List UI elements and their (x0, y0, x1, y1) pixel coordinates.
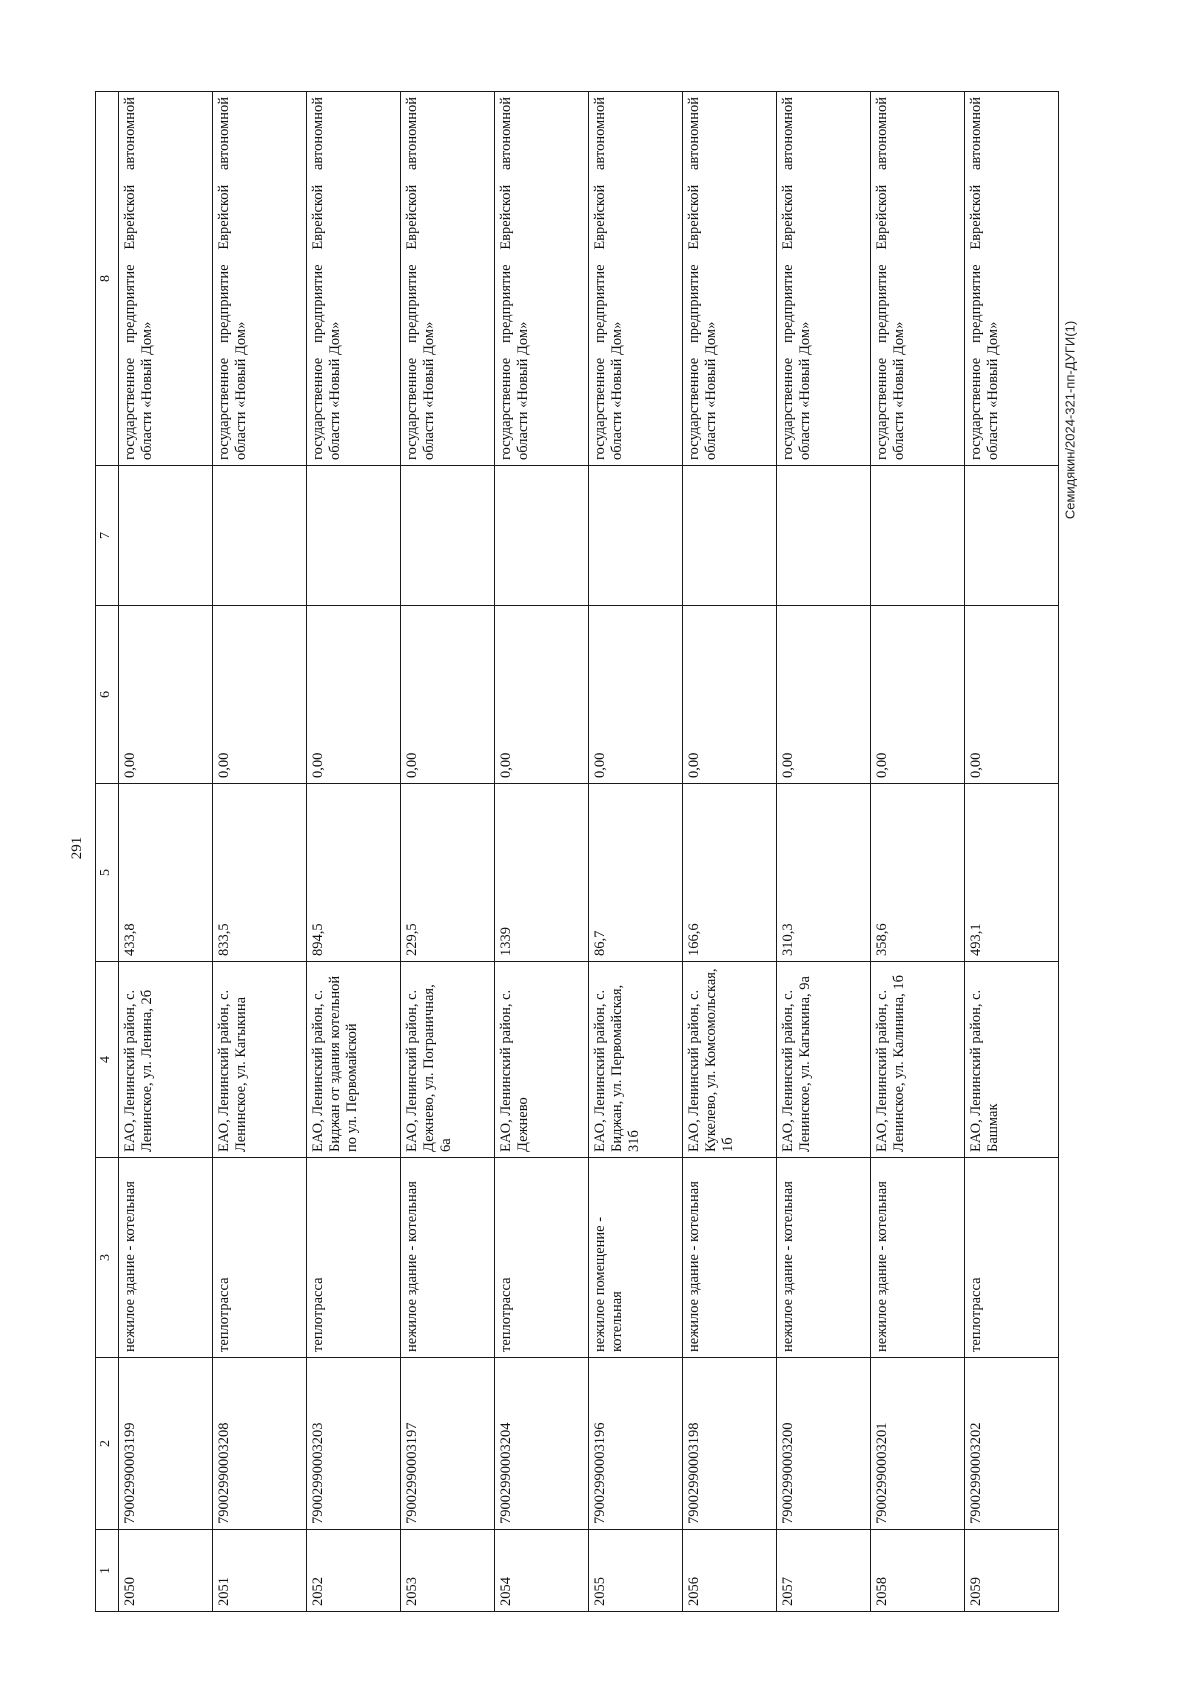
table-row (307, 92, 401, 1612)
extra-info (871, 466, 965, 606)
object-value: 0,00 (495, 606, 589, 784)
object-area: 493,1 (965, 784, 1059, 962)
object-value: 0,00 (683, 606, 777, 784)
object-area: 166,6 (683, 784, 777, 962)
object-area: 433,8 (119, 784, 213, 962)
object-name: теплотрасса (213, 1158, 307, 1358)
column-header: 2 (96, 1358, 119, 1530)
owner-organization: государственное предприятие Еврейской автономной области «Новый Дом» (401, 92, 495, 466)
column-header: 8 (96, 92, 119, 466)
object-area: 229,5 (401, 784, 495, 962)
owner-organization: государственное предприятие Еврейской автономной области «Новый Дом» (119, 92, 213, 466)
extra-info (213, 466, 307, 606)
extra-info (589, 466, 683, 606)
cadastral-number: 79002990003199 (119, 1358, 213, 1530)
object-area: 86,7 (589, 784, 683, 962)
object-area: 310,3 (777, 784, 871, 962)
extra-info (119, 466, 213, 606)
document-reference: Семидякин/2024-321-пп-ДУГИ(1) (1062, 320, 1078, 520)
extra-info (495, 466, 589, 606)
table-row (683, 92, 777, 1612)
cadastral-number: 79002990003200 (777, 1358, 871, 1530)
object-name: нежилое здание - котельная (683, 1158, 777, 1358)
object-area: 358,6 (871, 784, 965, 962)
owner-organization: государственное предприятие Еврейской автономной области «Новый Дом» (777, 92, 871, 466)
object-address: ЕАО, Ленинский район, с. Ленинское, ул. Калинина, 1б (871, 962, 965, 1158)
row-number: 2050 (119, 1530, 213, 1612)
row-number: 2052 (307, 1530, 401, 1612)
owner-organization: государственное предприятие Еврейской автономной области «Новый Дом» (495, 92, 589, 466)
column-header: 1 (96, 1530, 119, 1612)
object-address: ЕАО, Ленинский район, с. Биджан от здания котельной по ул. Первомайской (307, 962, 401, 1158)
object-value: 0,00 (965, 606, 1059, 784)
cadastral-number: 79002990003202 (965, 1358, 1059, 1530)
object-name: нежилое помещение - котельная (589, 1158, 683, 1358)
column-header: 4 (96, 962, 119, 1158)
cadastral-number: 79002990003201 (871, 1358, 965, 1530)
cadastral-number: 79002990003197 (401, 1358, 495, 1530)
cadastral-number: 79002990003208 (213, 1358, 307, 1530)
object-value: 0,00 (871, 606, 965, 784)
object-name: нежилое здание - котельная (119, 1158, 213, 1358)
object-area: 1339 (495, 784, 589, 962)
table-row (213, 92, 307, 1612)
object-name: теплотрасса (307, 1158, 401, 1358)
owner-organization: государственное предприятие Еврейской автономной области «Новый Дом» (213, 92, 307, 466)
rotated-page-content (69, 92, 1015, 1612)
object-value: 0,00 (589, 606, 683, 784)
page-number: 291 (69, 836, 85, 860)
table-row (871, 92, 965, 1612)
object-address: ЕАО, Ленинский район, с. Дежнево (495, 962, 589, 1158)
owner-organization: государственное предприятие Еврейской автономной области «Новый Дом» (965, 92, 1059, 466)
column-header: 7 (96, 466, 119, 606)
object-address: ЕАО, Ленинский район, с. Дежнево, ул. Пограничная, 6а (401, 962, 495, 1158)
row-number: 2055 (589, 1530, 683, 1612)
object-value: 0,00 (307, 606, 401, 784)
property-register-table (95, 91, 1059, 1612)
table-row (589, 92, 683, 1612)
object-value: 0,00 (401, 606, 495, 784)
object-value: 0,00 (119, 606, 213, 784)
document-footer (1040, 0, 1100, 1697)
object-name: теплотрасса (965, 1158, 1059, 1358)
cadastral-number: 79002990003198 (683, 1358, 777, 1530)
row-number: 2058 (871, 1530, 965, 1612)
row-number: 2051 (213, 1530, 307, 1612)
row-number: 2054 (495, 1530, 589, 1612)
object-address: ЕАО, Ленинский район, с. Башмак (965, 962, 1059, 1158)
owner-organization: государственное предприятие Еврейской автономной области «Новый Дом» (871, 92, 965, 466)
object-value: 0,00 (213, 606, 307, 784)
row-number: 2056 (683, 1530, 777, 1612)
object-name: нежилое здание - котельная (401, 1158, 495, 1358)
table-row (119, 92, 213, 1612)
row-number: 2057 (777, 1530, 871, 1612)
column-header: 3 (96, 1158, 119, 1358)
column-header: 6 (96, 606, 119, 784)
owner-organization: государственное предприятие Еврейской автономной области «Новый Дом» (589, 92, 683, 466)
table-row (777, 92, 871, 1612)
table-row (495, 92, 589, 1612)
object-address: ЕАО, Ленинский район, с. Ленинское, ул. Ленина, 2б (119, 962, 213, 1158)
object-name: нежилое здание - котельная (777, 1158, 871, 1358)
extra-info (683, 466, 777, 606)
table-header-row (96, 92, 119, 1612)
row-number: 2059 (965, 1530, 1059, 1612)
object-address: ЕАО, Ленинский район, с. Ленинское, ул. Кагыкина, 9а (777, 962, 871, 1158)
object-value: 0,00 (777, 606, 871, 784)
table-row (401, 92, 495, 1612)
object-area: 894,5 (307, 784, 401, 962)
column-header: 5 (96, 784, 119, 962)
object-address: ЕАО, Ленинский район, с. Ленинское, ул. Кагыкина (213, 962, 307, 1158)
row-number: 2053 (401, 1530, 495, 1612)
cadastral-number: 79002990003204 (495, 1358, 589, 1530)
cadastral-number: 79002990003203 (307, 1358, 401, 1530)
object-address: ЕАО, Ленинский район, с. Кукелево, ул. Комсомольская, 1б (683, 962, 777, 1158)
cadastral-number: 79002990003196 (589, 1358, 683, 1530)
extra-info (401, 466, 495, 606)
extra-info (307, 466, 401, 606)
owner-organization: государственное предприятие Еврейской автономной области «Новый Дом» (683, 92, 777, 466)
owner-organization: государственное предприятие Еврейской автономной области «Новый Дом» (307, 92, 401, 466)
object-name: теплотрасса (495, 1158, 589, 1358)
object-name: нежилое здание - котельная (871, 1158, 965, 1358)
object-area: 833,5 (213, 784, 307, 962)
object-address: ЕАО, Ленинский район, с. Биджан, ул. Первомайская, 31б (589, 962, 683, 1158)
extra-info (777, 466, 871, 606)
